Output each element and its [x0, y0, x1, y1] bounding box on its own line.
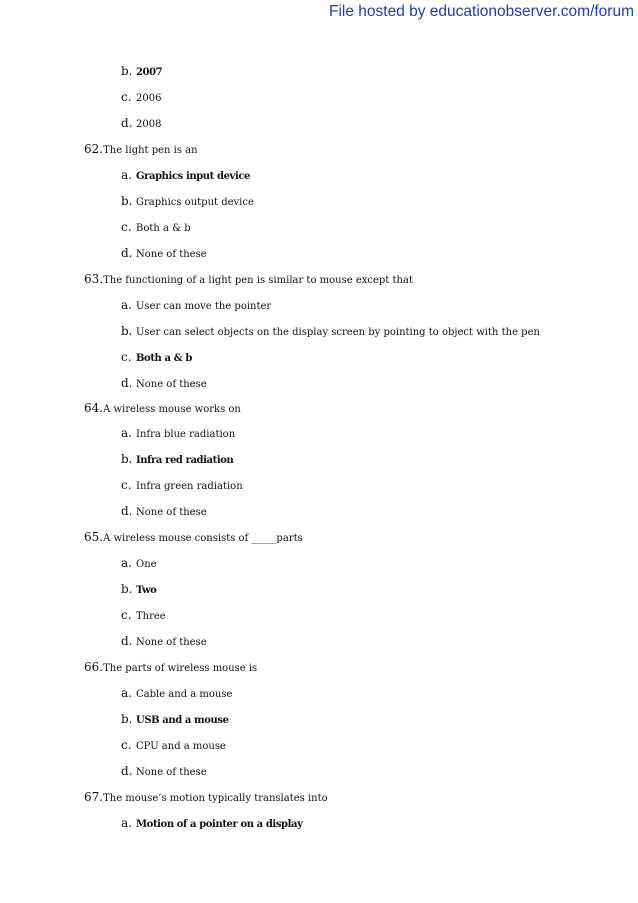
- question: [84, 142, 198, 158]
- option-letter: c.: [121, 350, 132, 364]
- option-text: Infra blue radiation: [136, 429, 236, 440]
- option-text: Graphics output device: [136, 197, 254, 208]
- option-letter: c.: [121, 220, 132, 234]
- option-letter: d.: [121, 764, 133, 778]
- option-letter: c.: [121, 478, 132, 492]
- question-text: The mouse’s motion typically translates into: [103, 793, 328, 804]
- question: [84, 660, 257, 676]
- option-letter: a.: [121, 686, 132, 700]
- option-letter: c.: [121, 738, 132, 752]
- option-text: None of these: [136, 637, 207, 648]
- option-letter: b.: [121, 582, 133, 596]
- question-number: 62.: [84, 142, 104, 156]
- question-number: 65.: [84, 530, 104, 544]
- question-text: The light pen is an: [103, 145, 198, 156]
- answer-option: [121, 194, 254, 210]
- option-text: 2006: [136, 93, 162, 104]
- question-number: 66.: [84, 660, 104, 674]
- option-letter: d.: [121, 634, 133, 648]
- option-text: Both a & b: [136, 223, 191, 234]
- option-letter: b.: [121, 64, 133, 78]
- question-text: A wireless mouse works on: [103, 404, 241, 415]
- option-letter: d.: [121, 504, 133, 518]
- answer-option: [121, 350, 192, 366]
- question-text: The parts of wireless mouse is: [103, 663, 258, 674]
- answer-option: [121, 764, 207, 780]
- option-letter: a.: [121, 556, 132, 570]
- option-letter: d.: [121, 116, 133, 130]
- option-text: Infra green radiation: [136, 481, 243, 492]
- option-text: Graphics input device: [136, 171, 250, 182]
- answer-option: [121, 634, 207, 650]
- answer-option: [121, 556, 157, 572]
- question-text: The functioning of a light pen is similar to mouse except that: [103, 275, 413, 286]
- option-text: One: [136, 559, 157, 570]
- answer-option: [121, 816, 303, 832]
- answer-option: [121, 116, 161, 132]
- option-text: Two: [136, 585, 157, 596]
- option-text: User can select objects on the display screen by pointing to object with the pen: [136, 327, 540, 338]
- option-letter: a.: [121, 426, 132, 440]
- answer-option: [121, 376, 207, 392]
- option-letter: a.: [121, 816, 132, 830]
- answer-option: [121, 90, 161, 106]
- option-letter: c.: [121, 608, 132, 622]
- option-text: USB and a mouse: [136, 715, 229, 726]
- question: [84, 272, 413, 288]
- answer-option: [121, 712, 229, 728]
- option-letter: d.: [121, 246, 133, 260]
- question: [84, 401, 241, 417]
- option-letter: b.: [121, 194, 133, 208]
- option-text: Infra red radiation: [136, 455, 234, 466]
- question-text: A wireless mouse consists of _____parts: [103, 533, 303, 544]
- option-text: Three: [136, 611, 166, 622]
- answer-option: [121, 64, 162, 80]
- option-letter: b.: [121, 324, 133, 338]
- answer-option: [121, 246, 207, 262]
- answer-option: [121, 582, 156, 598]
- option-text: User can move the pointer: [136, 301, 272, 312]
- question-number: 63.: [84, 272, 104, 286]
- answer-option: [121, 426, 235, 442]
- option-text: 2008: [136, 119, 162, 130]
- answer-option: [121, 324, 540, 340]
- answer-option: [121, 478, 243, 494]
- answer-option: [121, 686, 232, 702]
- question: [84, 530, 303, 546]
- answer-option: [121, 452, 233, 468]
- option-letter: c.: [121, 90, 132, 104]
- question-number: 67.: [84, 790, 104, 804]
- answer-option: [121, 504, 207, 520]
- answer-option: [121, 738, 226, 754]
- option-letter: d.: [121, 376, 133, 390]
- question: [84, 790, 328, 806]
- watermark-text: File hosted by educationobserver.com/forum: [329, 3, 634, 20]
- option-text: None of these: [136, 379, 207, 390]
- question-number: 64.: [84, 401, 104, 415]
- answer-option: [121, 220, 191, 236]
- answer-option: [121, 168, 250, 184]
- option-letter: b.: [121, 712, 133, 726]
- option-text: Cable and a mouse: [136, 689, 233, 700]
- option-letter: a.: [121, 168, 132, 182]
- option-text: 2007: [136, 67, 163, 78]
- option-letter: b.: [121, 452, 133, 466]
- answer-option: [121, 608, 166, 624]
- option-text: None of these: [136, 767, 207, 778]
- answer-option: [121, 298, 271, 314]
- option-text: Both a & b: [136, 353, 192, 364]
- option-text: None of these: [136, 249, 207, 260]
- option-text: CPU and a mouse: [136, 741, 226, 752]
- option-text: None of these: [136, 507, 207, 518]
- option-text: Motion of a pointer on a display: [136, 819, 303, 830]
- option-letter: a.: [121, 298, 132, 312]
